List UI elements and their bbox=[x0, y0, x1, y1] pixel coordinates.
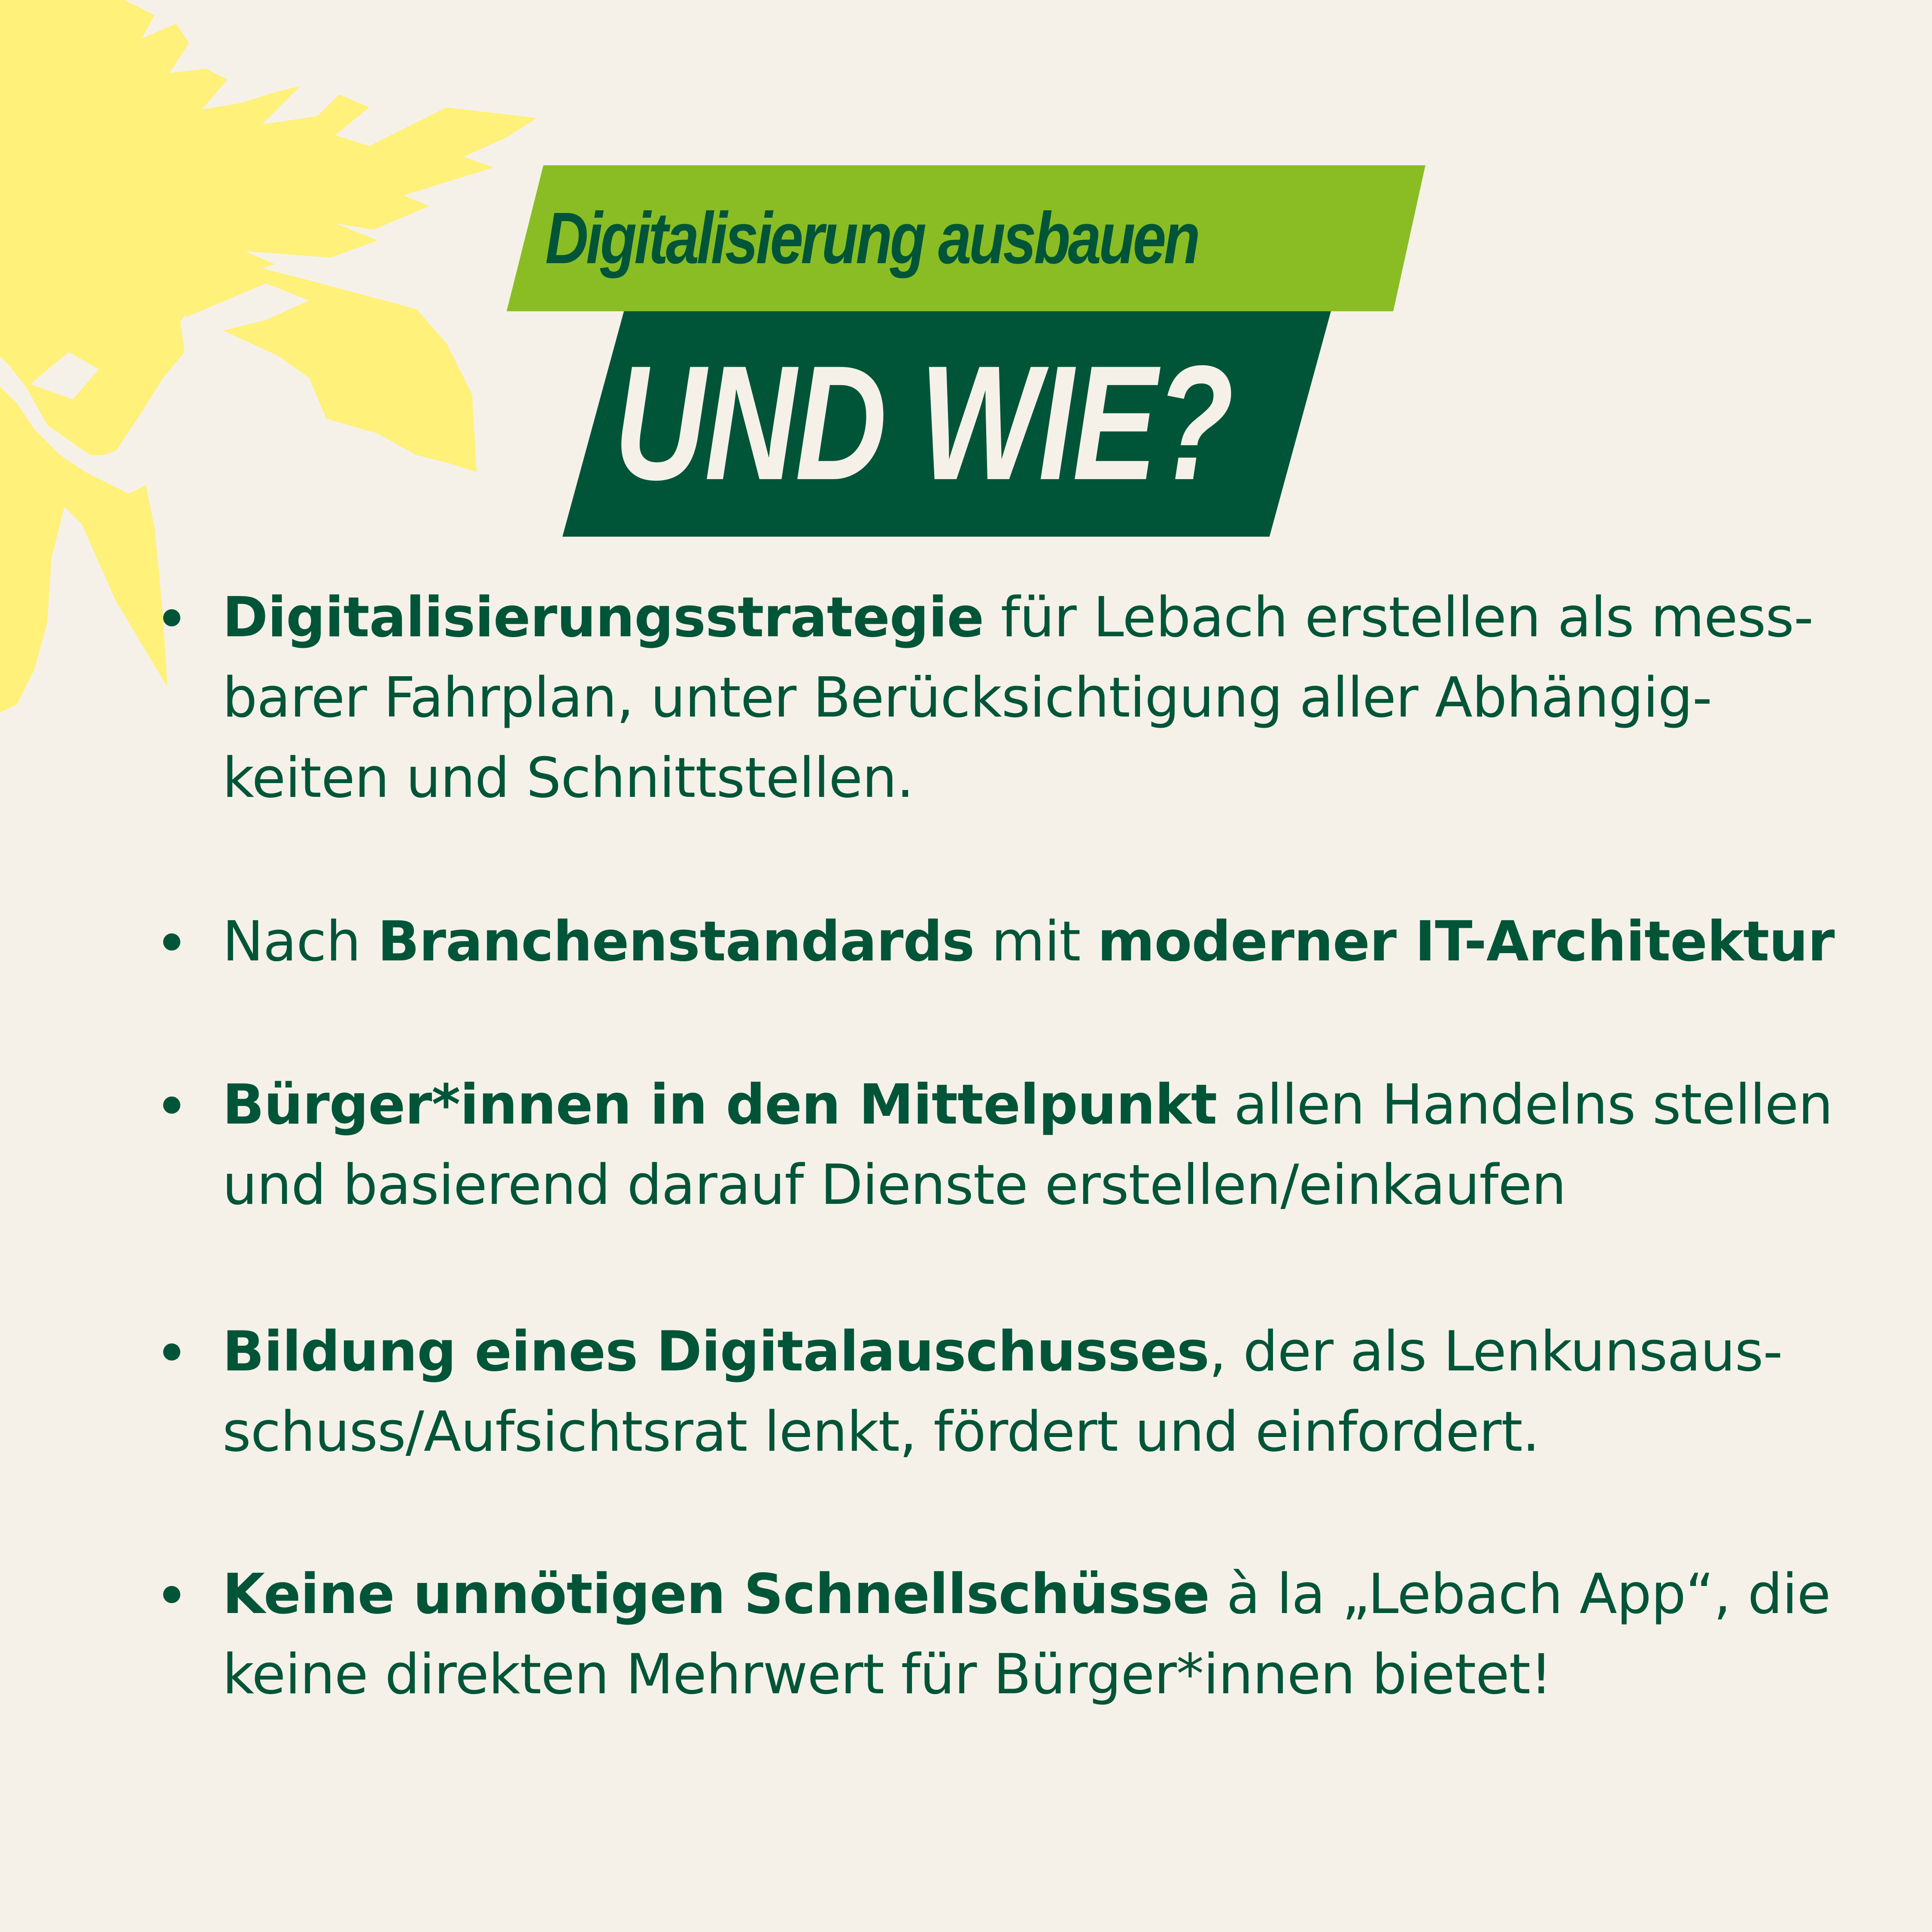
bullet-icon bbox=[163, 1343, 180, 1361]
list-item bbox=[163, 902, 1859, 982]
list-item bbox=[163, 577, 1859, 818]
list-item-text: allen Handelns stellen bbox=[1217, 1073, 1833, 1137]
bullet-icon bbox=[163, 1097, 180, 1114]
list-item-bold: Digitalisierungsstrategie bbox=[222, 586, 984, 650]
list-item-line bbox=[222, 577, 1859, 658]
bullet-icon bbox=[163, 609, 180, 626]
list-item-bold: Bildung eines Digitalauschusses bbox=[222, 1320, 1209, 1384]
list-item-bold: moderner IT-Architektur bbox=[1097, 910, 1835, 974]
list-item-text: mit bbox=[974, 910, 1098, 974]
list-item-line bbox=[222, 1554, 1859, 1634]
list-item-text: , der als Lenkunsaus- bbox=[1209, 1320, 1783, 1384]
bullet-icon bbox=[163, 1586, 180, 1603]
list-item-bold: Bürger*innen in den Mittelpunkt bbox=[222, 1073, 1217, 1137]
list-item bbox=[163, 1554, 1859, 1715]
list-item-text: à la „Lebach App“, die bbox=[1209, 1562, 1831, 1626]
list-item-line: barer Fahrplan, unter Berücksichtigung aller Abhängig- bbox=[222, 666, 1712, 730]
list-item-bold: Keine unnötigen Schnellschüsse bbox=[222, 1562, 1209, 1626]
list-item-line: schuss/Aufsichtsrat lenkt, fördert und einfordert. bbox=[222, 1400, 1540, 1464]
list-item-line: und basierend darauf Dienste erstellen/einkaufen bbox=[222, 1153, 1566, 1217]
list-item-line: keiten und Schnittstellen. bbox=[222, 746, 914, 810]
list-item-line bbox=[222, 1312, 1859, 1392]
list-item-bold: Branchenstandards bbox=[377, 910, 975, 974]
list-item-text: Nach bbox=[222, 910, 378, 974]
bullet-icon bbox=[163, 933, 180, 951]
title-text: UND WIE? bbox=[614, 331, 1233, 514]
list-item bbox=[163, 1065, 1859, 1225]
list-item-line bbox=[222, 902, 1859, 982]
list-item-line bbox=[222, 1065, 1859, 1145]
list-item-text: für Lebach erstellen als mess- bbox=[984, 586, 1814, 650]
list-item-line: keine direkten Mehrwert für Bürger*innen bietet! bbox=[222, 1643, 1552, 1707]
list-item bbox=[163, 1312, 1859, 1472]
subtitle-text: Digitalisierung ausbauen bbox=[545, 197, 1198, 279]
